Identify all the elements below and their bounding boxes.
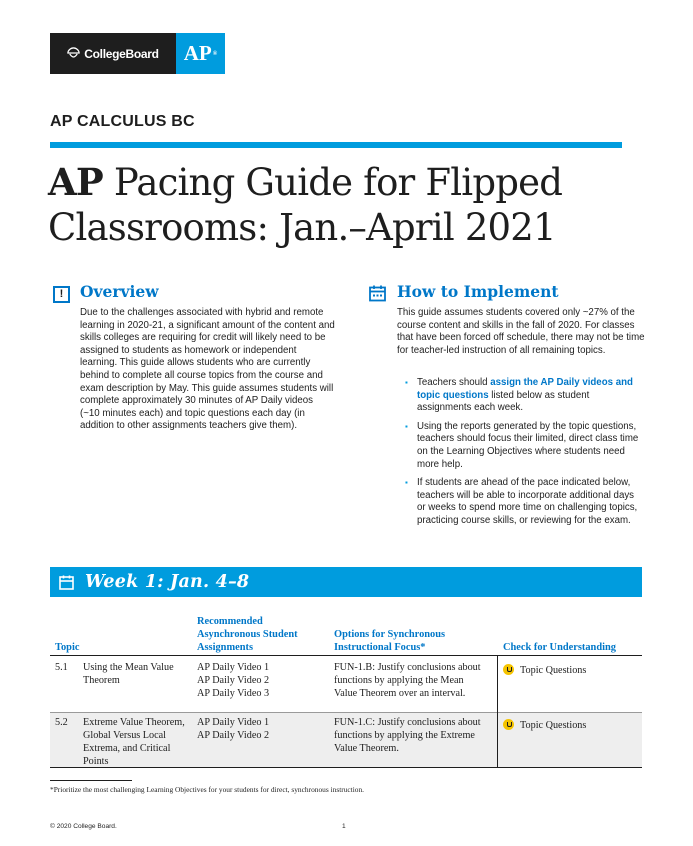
check-cell	[503, 664, 586, 677]
implement-text: This guide assumes students covered only ~27% of the course content and skills in the fall of 2020. For classes that have been forced off schedule, there may not be time for teacher-led instruction of all remaining topics.	[397, 307, 645, 356]
header-rule	[50, 655, 642, 656]
brand-name: CollegeBoard	[84, 46, 159, 61]
page-number: 1	[342, 823, 346, 830]
row-divider	[50, 712, 642, 713]
footnote: *Prioritize the most challenging Learning Objectives for your students for direct, synchronous instruction.	[50, 785, 365, 794]
ap-daily-link[interactable]: assign the AP Daily videos and topic questions	[417, 377, 633, 401]
learning-objective: FUN-1.C: Justify conclusions about functions by applying the Extreme Value Theorem.	[334, 717, 481, 754]
ap-badge: AP ®	[176, 33, 225, 74]
video-link[interactable]: AP Daily Video 3	[197, 688, 270, 699]
topic-number: 5.2	[55, 717, 68, 728]
topic-title: Extreme Value Theorem, Global Versus Local Extrema, and Critical Points	[83, 717, 185, 767]
topic-title: Using the Mean Value Theorem	[83, 662, 174, 686]
list-item: ▪ If students are ahead of the pace indicated below, teachers will be able to incorporate additional days or weeks to spend more time on challenging topics, practicing course skills, or reviewing for the exam.	[405, 477, 645, 527]
col-header-check: Check for Understanding	[503, 642, 616, 653]
col-header-sync: Options for Synchronous Instructional Focus*	[334, 629, 446, 653]
video-link[interactable]: AP Daily Video 1	[197, 662, 270, 673]
lightbulb-icon	[503, 664, 514, 675]
calendar-icon	[369, 285, 386, 302]
acorn-icon	[67, 47, 80, 60]
copyright: © 2020 College Board.	[50, 823, 117, 830]
title-divider	[50, 142, 622, 148]
lightbulb-icon	[503, 719, 514, 730]
overview-text: Due to the challenges associated with hybrid and remote learning in 2020-21, a significant amount of the content and skills colleges are requiring for credit will likely need to be assigned to students as homework or independent learning. This guide allows students who are currently behind to complete all course topics from the course and exam description by May. This guide assumes students will complete approximately 30 minutes of AP Daily videos (~10 minutes each) and topic questions each day (in addition to other assignments teachers give them).	[80, 307, 335, 432]
exclamation-icon: !	[53, 286, 70, 303]
topic-number: 5.1	[55, 662, 68, 673]
footnote-rule	[50, 780, 132, 781]
course-name: AP CALCULUS BC	[50, 113, 195, 130]
learning-objective: FUN-1.B: Justify conclusions about functions by applying the Mean Value Theorem over an interval.	[334, 662, 481, 699]
calendar-icon	[59, 575, 74, 590]
video-link[interactable]: AP Daily Video 2	[197, 675, 270, 686]
page-title: AP Pacing Guide for Flipped Classrooms: Jan.–April 2021	[48, 160, 563, 249]
topic-questions-link[interactable]: Topic Questions	[520, 720, 587, 731]
implement-heading: How to Implement	[397, 282, 559, 301]
video-link[interactable]: AP Daily Video 1	[197, 717, 270, 728]
topic-questions-link[interactable]: Topic Questions	[520, 665, 587, 676]
week-banner	[50, 567, 642, 597]
column-divider	[497, 655, 498, 767]
col-header-async: Recommended Asynchronous Student Assignments	[197, 616, 298, 653]
college-board-ap-logo	[50, 33, 225, 74]
week-label: Week 1: Jan. 4–8	[85, 572, 250, 592]
overview-heading: Overview	[80, 282, 159, 301]
col-header-topic: Topic	[55, 642, 80, 653]
check-cell	[503, 719, 586, 732]
list-item: ▪ Using the reports generated by the topic questions, teachers should focus their limited, direct class time on the Learning Objectives where students need more help.	[405, 421, 645, 471]
implement-bullet-list	[405, 377, 645, 534]
college-board-wordmark	[50, 33, 176, 74]
list-item: ▪ Teachers should assign the AP Daily videos and topic questions listed below as student assignments each week.	[405, 377, 645, 415]
video-link[interactable]: AP Daily Video 2	[197, 730, 270, 741]
